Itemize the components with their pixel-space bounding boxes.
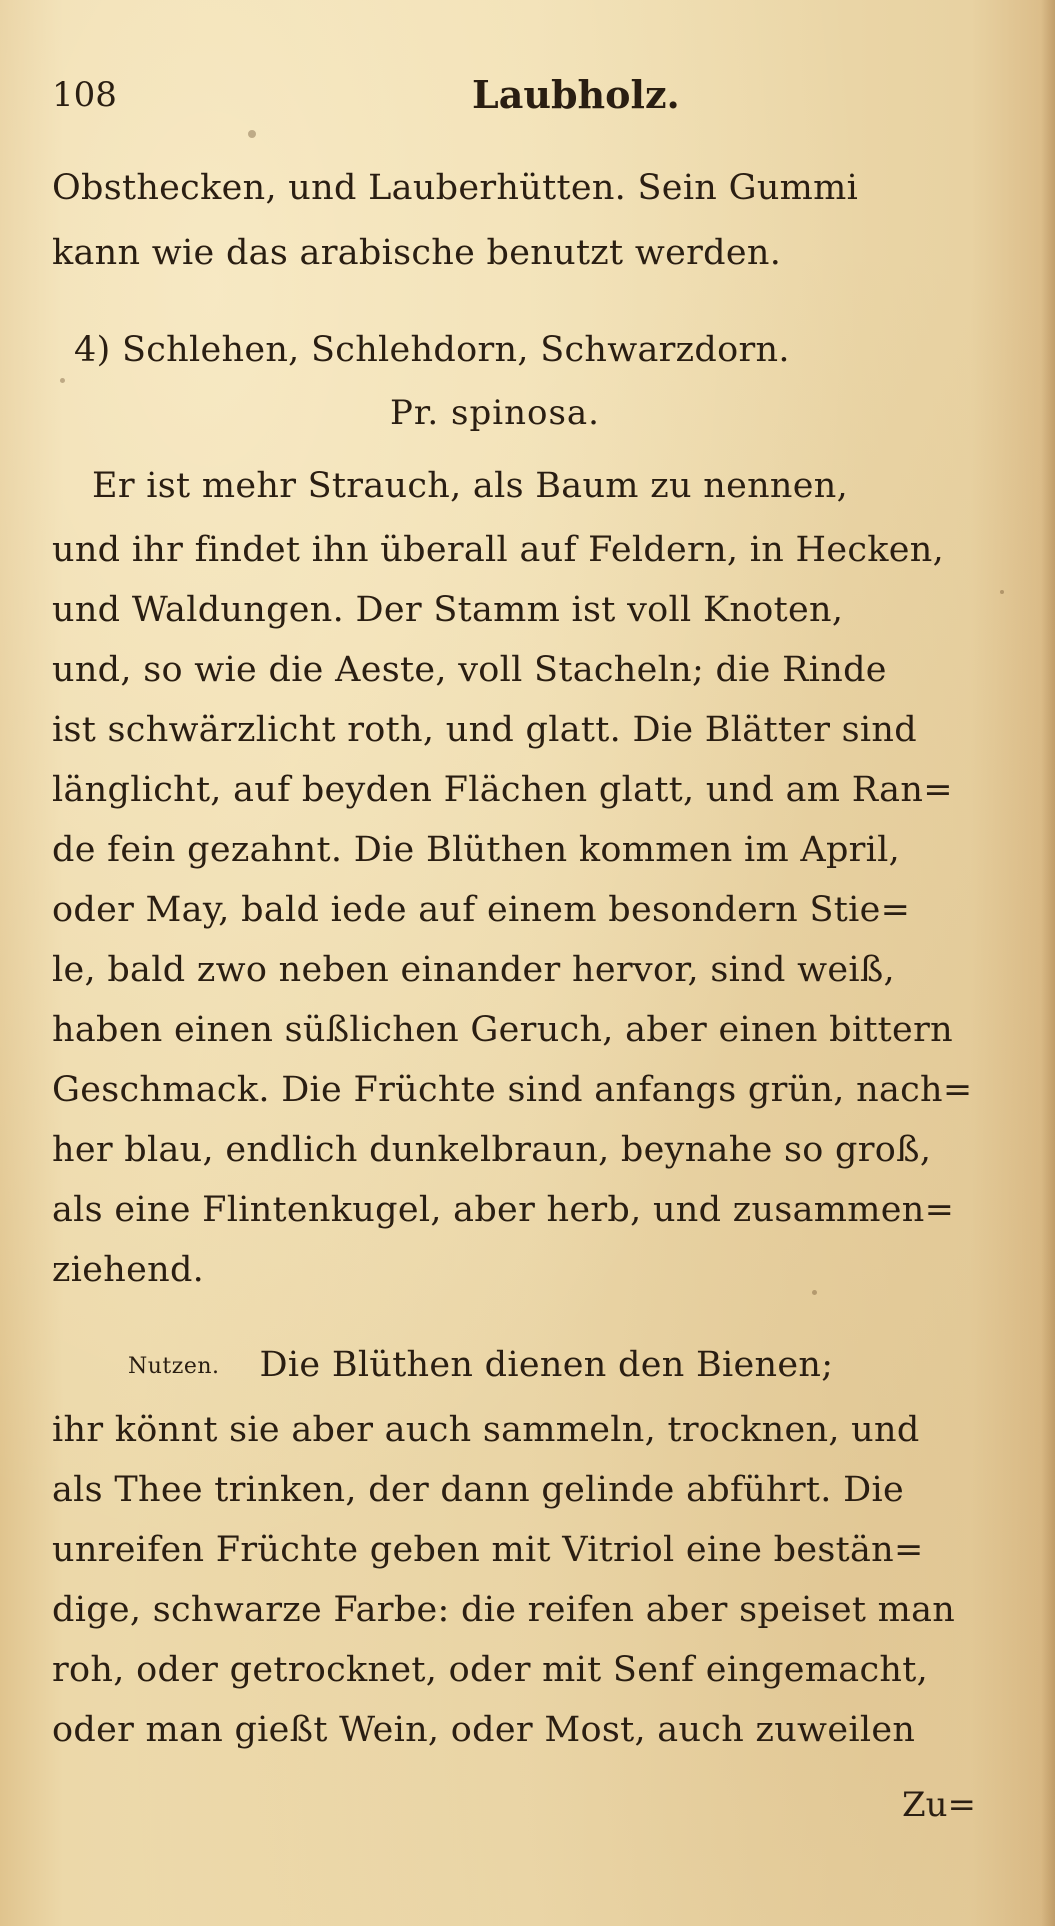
text-line: le, bald zwo neben einander hervor, sind weiß,	[52, 950, 895, 990]
text-line: oder man gießt Wein, oder Most, auch zuweilen	[52, 1710, 916, 1750]
text-line: Er ist mehr Strauch, als Baum zu nennen,	[92, 466, 849, 506]
latin-name: Pr. spinosa.	[390, 393, 600, 433]
page-gutter-shadow	[1041, 0, 1055, 1926]
text-line: roh, oder getrocknet, oder mit Senf eingemacht,	[52, 1650, 928, 1690]
text-line: und, so wie die Aeste, voll Stacheln; die Rinde	[52, 650, 887, 690]
paper-speck	[248, 130, 256, 138]
text-line: länglicht, auf beyden Flächen glatt, und am Ran=	[52, 770, 953, 810]
text-line: Die Blüthen dienen den Bienen;	[259, 1345, 834, 1385]
section-heading: 4) Schlehen, Schlehdorn, Schwarzdorn.	[74, 330, 790, 370]
text-line: her blau, endlich dunkelbraun, beynahe so groß,	[52, 1130, 932, 1170]
text-line: als Thee trinken, der dann gelinde abführt. Die	[52, 1470, 904, 1510]
text-line: und Waldungen. Der Stamm ist voll Knoten,	[52, 590, 844, 630]
text-line: als eine Flintenkugel, aber herb, und zusammen=	[52, 1190, 955, 1230]
uses-first-line	[128, 1340, 833, 1392]
text-line: und ihr findet ihn überall auf Feldern, in Hecken,	[52, 530, 945, 570]
text-line: dige, schwarze Farbe: die reifen aber speiset man	[52, 1590, 956, 1630]
page-header	[52, 70, 1002, 120]
text-line: ihr könnt sie aber auch sammeln, trocknen, und	[52, 1410, 920, 1450]
page-number: 108	[52, 75, 117, 115]
text-line: ziehend.	[52, 1250, 205, 1290]
running-title: Laubholz.	[472, 72, 680, 117]
text-line: unreifen Früchte geben mit Vitriol eine bestän=	[52, 1530, 924, 1570]
catchword: Zu=	[902, 1785, 977, 1825]
margin-note: Nutzen.	[128, 1353, 220, 1379]
paper-speck	[812, 1290, 817, 1295]
text-line: oder May, bald iede auf einem besondern Stie=	[52, 890, 911, 930]
text-line: Obsthecken, und Lauberhütten. Sein Gummi	[52, 168, 859, 208]
paper-speck	[1000, 590, 1004, 594]
paper-speck	[60, 378, 65, 383]
text-line: ist schwärzlicht roth, und glatt. Die Blätter sind	[52, 710, 917, 750]
text-line: Geschmack. Die Früchte sind anfangs grün, nach=	[52, 1070, 973, 1110]
text-line: kann wie das arabische benutzt werden.	[52, 233, 782, 273]
text-line: de fein gezahnt. Die Blüthen kommen im April,	[52, 830, 901, 870]
text-line: haben einen süßlichen Geruch, aber einen bittern	[52, 1010, 953, 1050]
